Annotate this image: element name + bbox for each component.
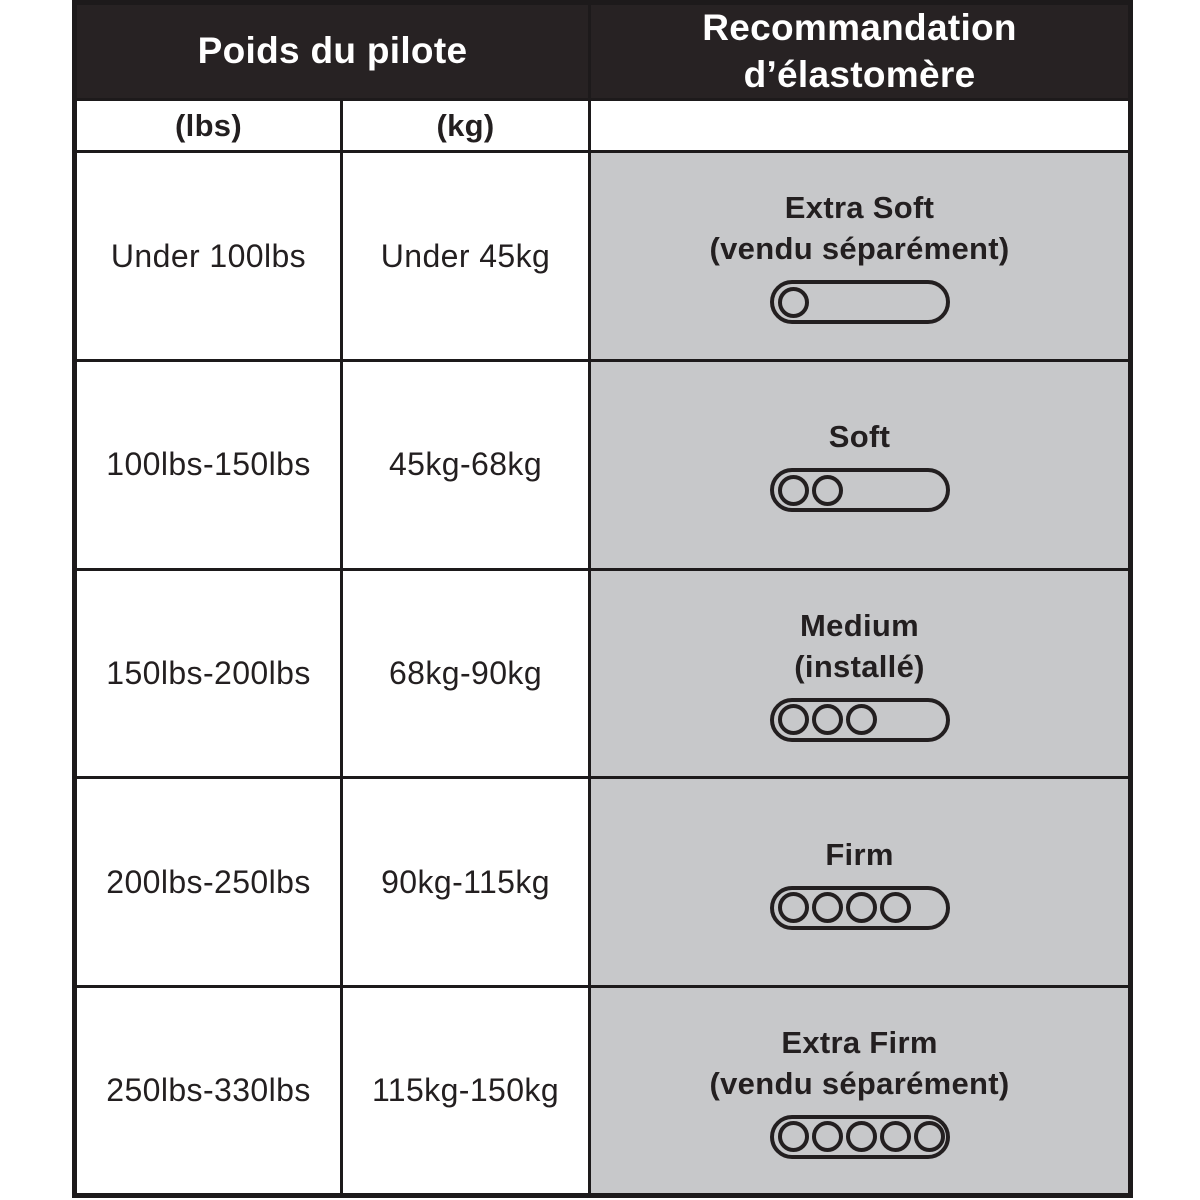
weight-kg-cell: Under 45kg [342, 152, 590, 361]
elastomer-pill-icon [770, 698, 950, 742]
recommendation-cell [590, 152, 1131, 361]
elastomer-recommendation-table [72, 0, 1133, 1198]
table-row [75, 360, 1131, 569]
elastomer-name: Extra Soft [784, 190, 935, 226]
elastomer-name: Medium [800, 607, 919, 643]
elastomer-circle-icon [812, 475, 843, 506]
recommendation-content [591, 606, 1128, 742]
elastomer-circle-icon [846, 704, 877, 735]
header-recommendation-label: Recommandation d’élastomère [702, 7, 1017, 95]
elastomer-circle-icon [778, 892, 809, 923]
header-rider-weight-label: Poids du pilote [197, 30, 468, 72]
weight-lbs-cell: 150lbs-200lbs [75, 569, 342, 778]
weight-kg-cell: 90kg-115kg [342, 778, 590, 987]
elastomer-name: Firm [825, 836, 894, 872]
elastomer-circle-icon [880, 892, 911, 923]
weight-lbs-cell: Under 100lbs [75, 152, 342, 361]
weight-kg-cell: 45kg-68kg [342, 360, 590, 569]
weight-lbs-cell: 200lbs-250lbs [75, 778, 342, 987]
recommendation-cell [590, 569, 1131, 778]
recommendation-cell [590, 360, 1131, 569]
elastomer-circle-icon [778, 475, 809, 506]
header-rider-weight [75, 3, 590, 100]
recommendation-content [591, 417, 1128, 512]
recommendation-content [591, 1023, 1128, 1159]
elastomer-note: (vendu séparément) [709, 231, 1010, 267]
subheader-empty [590, 100, 1131, 152]
elastomer-circle-icon [812, 704, 843, 735]
weight-kg-cell: 68kg-90kg [342, 569, 590, 778]
subheader-kg: (kg) [342, 100, 590, 152]
elastomer-circle-icon [778, 287, 809, 318]
subheader-lbs: (lbs) [75, 100, 342, 152]
recommendation-content [591, 835, 1128, 930]
elastomer-circle-icon [778, 1121, 809, 1152]
elastomer-note: (installé) [794, 648, 925, 684]
elastomer-circle-icon [880, 1121, 911, 1152]
weight-lbs-cell: 250lbs-330lbs [75, 987, 342, 1196]
elastomer-circle-icon [846, 1121, 877, 1152]
elastomer-pill-icon [770, 886, 950, 930]
elastomer-pill-icon [770, 1115, 950, 1159]
elastomer-circle-icon [778, 704, 809, 735]
table-header-row [75, 3, 1131, 100]
recommendation-content [591, 188, 1128, 324]
table-row [75, 569, 1131, 778]
table-row [75, 152, 1131, 361]
weight-lbs-cell: 100lbs-150lbs [75, 360, 342, 569]
table-row [75, 778, 1131, 987]
weight-kg-cell: 115kg-150kg [342, 987, 590, 1196]
recommendation-cell [590, 987, 1131, 1196]
table-row [75, 987, 1131, 1196]
elastomer-pill-icon [770, 468, 950, 512]
elastomer-circle-icon [812, 1121, 843, 1152]
header-recommendation [590, 3, 1131, 100]
elastomer-name: Extra Firm [781, 1024, 938, 1060]
elastomer-circle-icon [846, 892, 877, 923]
elastomer-name: Soft [828, 419, 891, 455]
elastomer-circle-icon [914, 1121, 945, 1152]
recommendation-cell [590, 778, 1131, 987]
elastomer-pill-icon [770, 280, 950, 324]
elastomer-note: (vendu séparément) [709, 1065, 1010, 1101]
elastomer-circle-icon [812, 892, 843, 923]
table-subheader-row [75, 100, 1131, 152]
